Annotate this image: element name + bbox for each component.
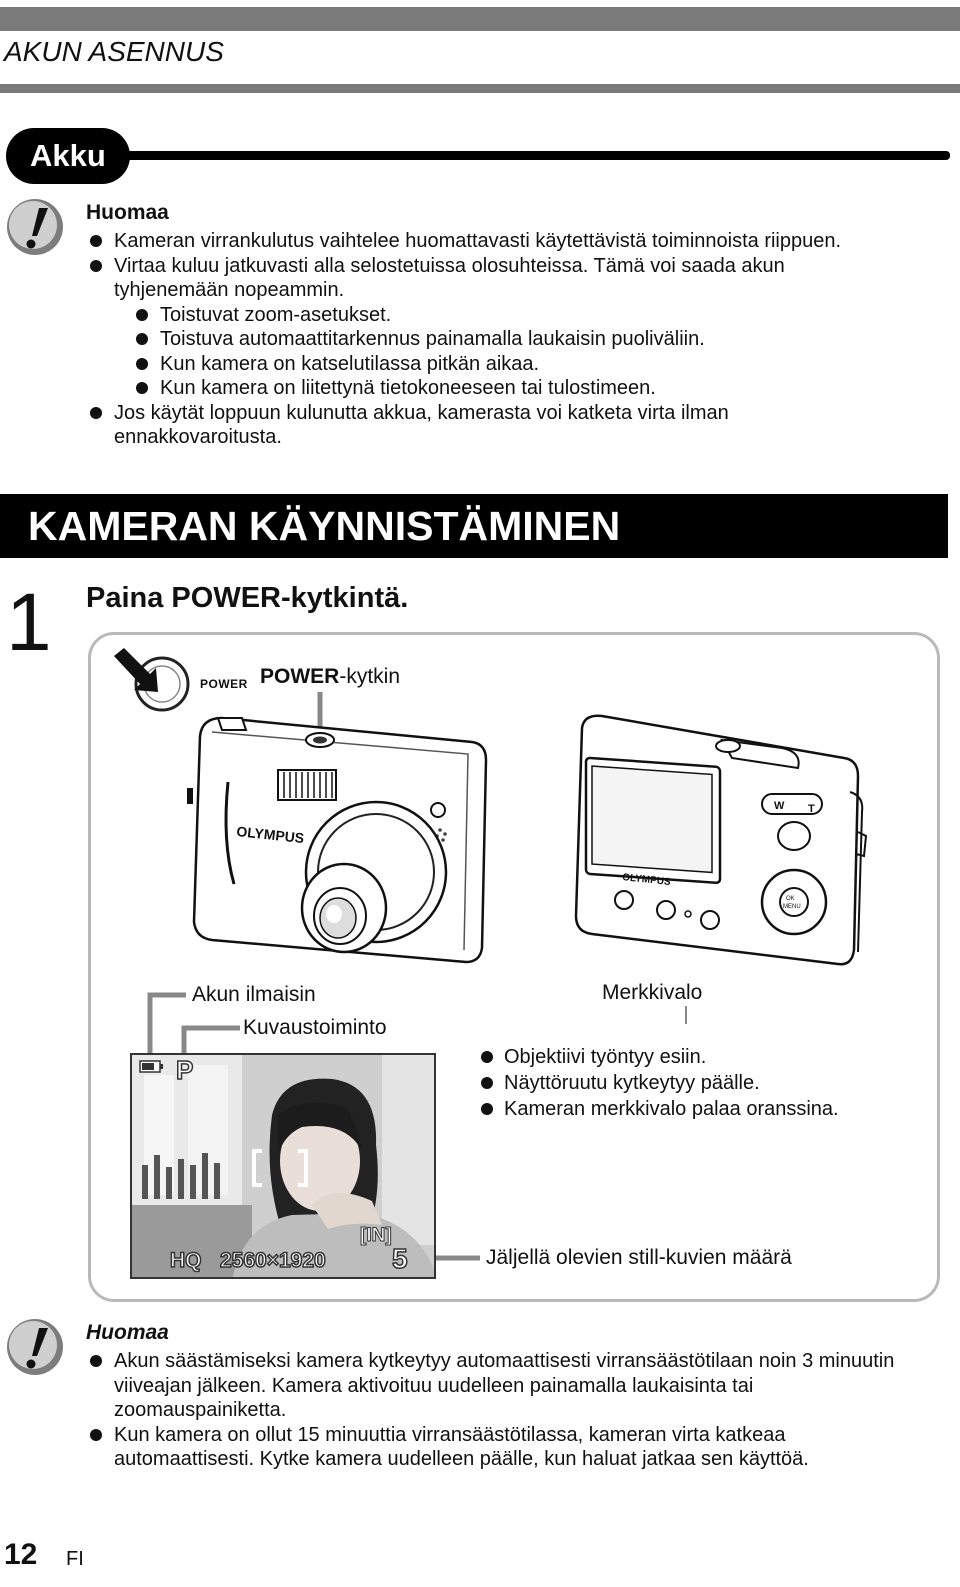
list-item: Objektiivi työntyy esiin. [478,1044,839,1070]
power-small-label: POWER [200,677,248,691]
startup-results-list [478,1044,839,1122]
note-list [86,229,946,450]
akku-heading: Akku [6,128,130,184]
power-label-rest: -kytkin [339,665,401,688]
step-number: 1 [6,577,52,668]
list-item: Kun kamera on ollut 15 minuuttia virransäästötilassa, kameran virta katkeaa automaattisesti. Kytke kamera uudelleen päälle, kun haluat jatkaa sen käyttöä. [86,1423,916,1472]
camera-back-illustration [562,712,872,970]
lcd-quality: HQ [170,1249,202,1272]
power-button-icon [110,646,194,714]
akku-rule [124,151,950,160]
note-title: Huomaa [86,201,169,224]
camera-front-brand: OLYMPUS [235,823,305,847]
svg-text:W: W [774,800,785,812]
indicator-callout-line [676,1006,696,1026]
note-list [86,1349,916,1472]
svg-text:T: T [808,803,815,815]
list-item: Kun kamera on katselutilassa pitkän aikaa. [132,352,946,377]
list-item: Jos käytät loppuun kulunutta akkua, kamerasta voi katketa virta ilman ennakkovaroitusta. [86,401,846,450]
list-item: Virtaa kuluu jatkuvasti alla selostetuissa olosuhteissa. Tämä voi saada akun tyhjenemään nopeammin. [86,254,876,303]
caution-icon [4,1316,66,1378]
list-item: Kameran virrankulutus vaihtelee huomattavasti käytettävistä toiminnoista riippuen. [86,229,946,254]
remaining-shots-label: Jäljellä olevien still-kuvien määrä [486,1246,792,1269]
list-item: Toistuva automaattitarkennus painamalla laukaisin puoliväliin. [132,327,946,352]
camera-back-brand: OLYMPUS [621,872,672,889]
section-title: KAMERAN KÄYNNISTÄMINEN [0,494,948,558]
power-switch-label [260,665,400,689]
page-header-title: AKUN ASENNUS [4,36,224,67]
battery-indicator-label: Akun ilmaisin [192,983,316,1006]
list-item: Kun kamera on liitettynä tietokoneeseen tai tulostimeen. [132,376,946,401]
shooting-mode-label: Kuvaustoiminto [243,1016,387,1039]
page-number: 12 [4,1538,38,1571]
lcd-memory-indicator: [IN] [360,1225,392,1246]
list-item: Kameran merkkivalo palaa oranssina. [478,1096,839,1122]
header-rule [0,84,960,93]
list-item: Akun säästämiseksi kamera kytkeytyy automaattisesti virransäästötilaan noin 3 minuutin viiveajan jälkeen. Kamera aktivoituu uudelleen painamalla laukaisinta tai zoomauspainiketta. [86,1349,916,1423]
lcd-shots-remaining: 5 [392,1243,408,1274]
indicator-lamp-label: Merkkivalo [602,981,703,1004]
svg-text:OK: OK [786,896,795,902]
lcd-resolution: 2560×1920 [220,1249,326,1272]
step-instruction: Paina POWER-kytkintä. [86,582,409,614]
header-top-bar [0,7,960,31]
caution-icon [4,196,66,258]
svg-text:MENU: MENU [783,904,801,910]
list-item: Toistuvat zoom-asetukset. [132,303,946,328]
camera-front-illustration [182,712,494,968]
language-code: FI [66,1548,84,1570]
note-title: Huomaa [86,1321,169,1344]
power-label-bold: POWER [260,665,340,688]
list-item: Näyttöruutu kytkeytyy päälle. [478,1070,839,1096]
lcd-screen [130,1053,436,1279]
lcd-mode-indicator: P [176,1055,194,1085]
